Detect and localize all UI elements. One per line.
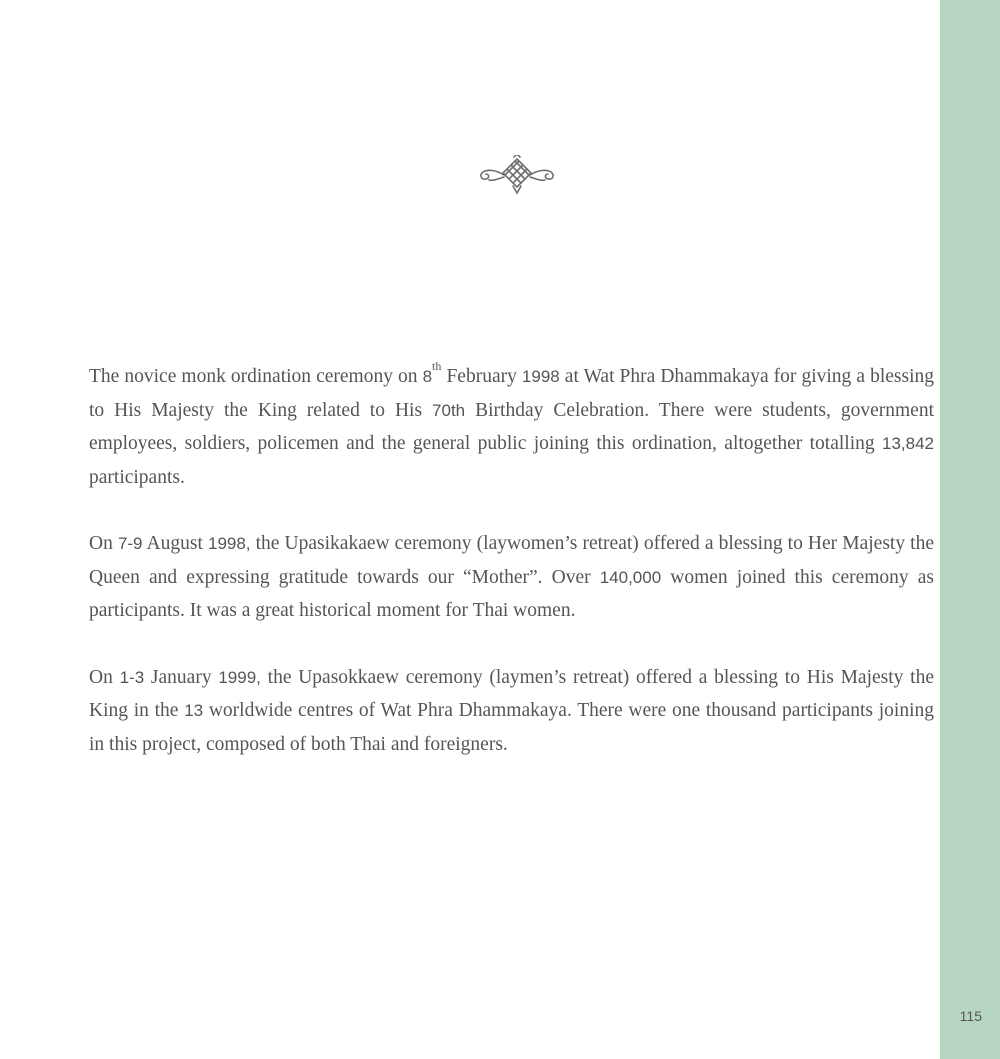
centre-count: 13 <box>184 701 204 720</box>
text-span: January <box>144 666 219 688</box>
side-band <box>940 0 1000 1059</box>
date-range: 1-3 <box>119 667 145 687</box>
ordinal-suffix: th <box>432 359 442 373</box>
text-span: participants. <box>89 466 185 488</box>
text-span: The novice monk ordination ceremony on <box>89 366 423 387</box>
paragraph-upasokkaew <box>89 661 934 762</box>
knot-ornament-icon <box>478 155 556 197</box>
page-number: 115 <box>959 1008 982 1024</box>
date-year: 1998 <box>521 367 560 386</box>
text-span: August <box>142 533 208 554</box>
paragraph-ordination <box>89 360 934 494</box>
date-day: 8 <box>422 367 433 386</box>
text-span: On <box>89 666 120 688</box>
text-span: the Upasokkaew ceremony (laymen’s retreat) offered a blessing to His Majesty the King in the <box>89 666 934 721</box>
text-span: the Upasikakaew ceremony (laywomen’s retreat) offered a blessing to Her Majesty the Queen and expressing gratitude towards our “Mother”. Over <box>89 533 934 588</box>
text-span: at Wat Phra Dhammakaya for giving a blessing to His Majesty the King related to His <box>89 366 934 421</box>
participant-count: 140,000 <box>599 567 662 587</box>
participant-count: 13,842 <box>882 434 934 453</box>
text-span: Birthday Celebration. There were students, government employees, soldiers, policemen and the general public joining this ordination, altogether totalling <box>89 399 935 454</box>
text-span: February <box>441 366 522 387</box>
paragraph-upasikakaew <box>89 527 934 628</box>
date-year: 1999, <box>218 667 261 687</box>
date-year: 1998, <box>207 534 251 553</box>
date-range: 7-9 <box>117 534 143 553</box>
text-span: women joined this ceremony as participants. It was a great historical moment for Thai women. <box>89 566 934 621</box>
body-text <box>89 360 934 794</box>
birthday-number: 70th <box>432 400 466 420</box>
text-span: On <box>89 533 118 554</box>
text-span: worldwide centres of Wat Phra Dhammakaya. There were one thousand participants joining in this project, composed of both Thai and foreigners. <box>89 700 934 755</box>
